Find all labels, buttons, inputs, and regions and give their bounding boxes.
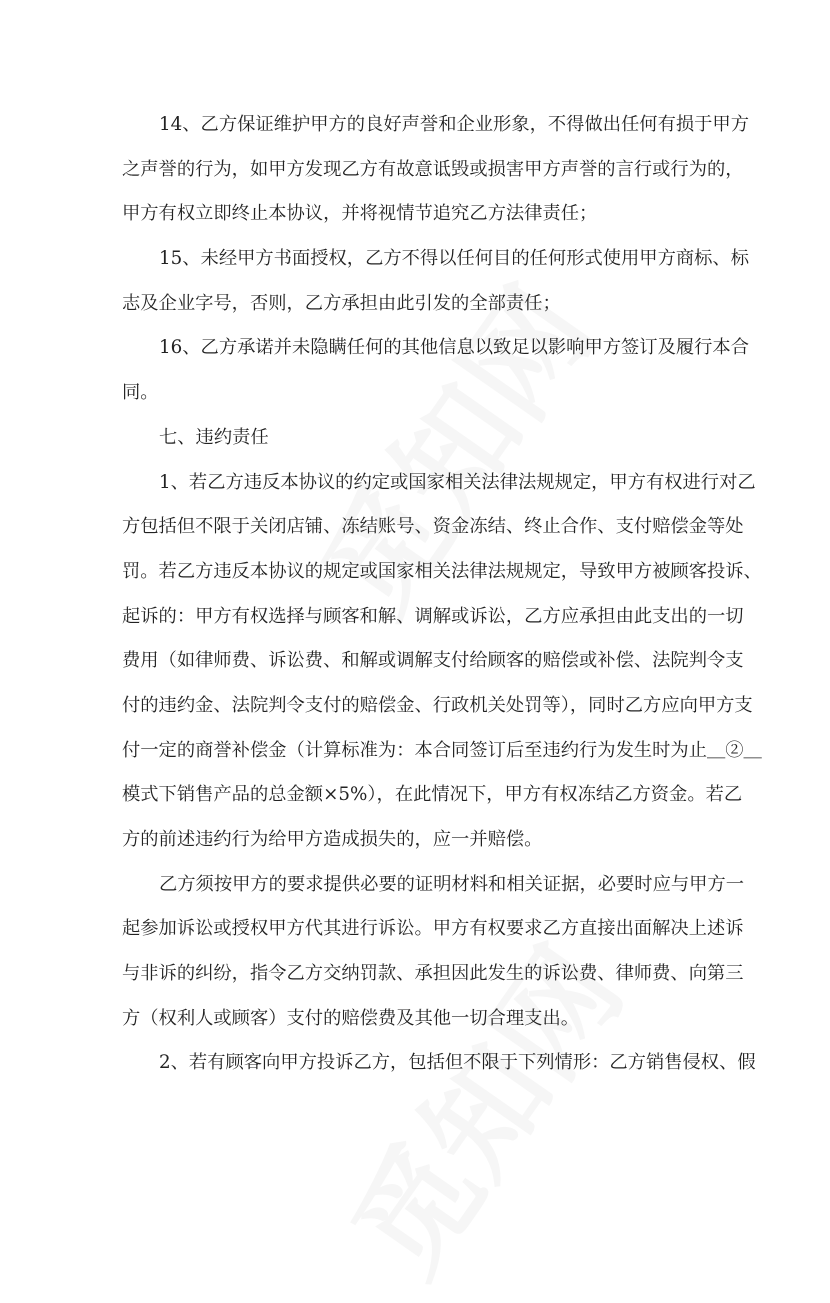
clause-1-line: 付一定的商誉补偿金（计算标准为：本合同签订后至违约行为发生时为止＿②＿ [122, 739, 762, 761]
clause-1-line: 方包括但不限于关闭店铺、冻结账号、资金冻结、终止合作、支付赔偿金等处 [122, 516, 744, 538]
clause-14-line: 14、乙方保证维护甲方的良好声誉和企业形象，不得做出任何有损于甲方 [159, 114, 749, 135]
evidence-paragraph-line: 乙方须按甲方的要求提供必要的证明材料和相关证据，必要时应与甲方一 [159, 873, 744, 895]
clause-1-line: 方的前述违约行为给甲方造成损失的，应一并赔偿。 [122, 829, 543, 850]
clause-1-line: 1、若乙方违反本协议的约定或国家相关法律法规规定，甲方有权进行对乙 [159, 471, 756, 493]
clause-1-line: 费用（如律师费、诉讼费、和解或调解支付给顾客的赔偿或补偿、法院判令支 [122, 650, 744, 672]
clause-14-line: 甲方有权立即终止本协议，并将视情节追究乙方法律责任； [122, 203, 598, 225]
clause-1-line: 模式下销售产品的总金额×5%），在此情况下，甲方有权冻结乙方资金。若乙 [122, 784, 743, 806]
evidence-paragraph-line: 起参加诉讼或授权甲方代其进行诉讼。甲方有权要求乙方直接出面解决上述诉 [122, 918, 744, 940]
clause-2-line: 2、若有顾客向甲方投诉乙方，包括但不限于下列情形：乙方销售侵权、假 [159, 1052, 756, 1074]
clause-15-line: 15、未经甲方书面授权，乙方不得以任何目的任何形式使用甲方商标、标 [159, 248, 749, 270]
section-heading: 七、违约责任 [159, 426, 269, 448]
evidence-paragraph-line: 方（权利人或顾客）支付的赔偿费及其他一切合理支出。 [122, 1007, 580, 1029]
clause-15-line: 志及企业字号，否则，乙方承担由此引发的全部责任； [122, 292, 561, 314]
clause-1-line: 罚。若乙方违反本协议的规定或国家相关法律法规规定，导致甲方被顾客投诉、 [122, 560, 762, 582]
clause-16-line: 16、乙方承诺并未隐瞒任何的其他信息以致足以影响甲方签订及履行本合 [159, 337, 749, 359]
clause-14-line: 之声誉的行为，如甲方发现乙方有故意诋毁或损害甲方声誉的言行或行为的， [122, 158, 744, 180]
clause-1-line: 付的违约金、法院判令支付的赔偿金、行政机关处罚等），同时乙方应向甲方支 [122, 694, 753, 716]
document-page [122, 103, 762, 1086]
evidence-paragraph-line: 与非诉的纠纷，指令乙方交纳罚款、承担因此发生的诉讼费、律师费、向第三 [122, 963, 744, 985]
clause-16-line: 同。 [122, 382, 159, 404]
clause-1-line: 起诉的：甲方有权选择与顾客和解、调解或诉讼，乙方应承担由此支出的一切 [122, 605, 744, 627]
